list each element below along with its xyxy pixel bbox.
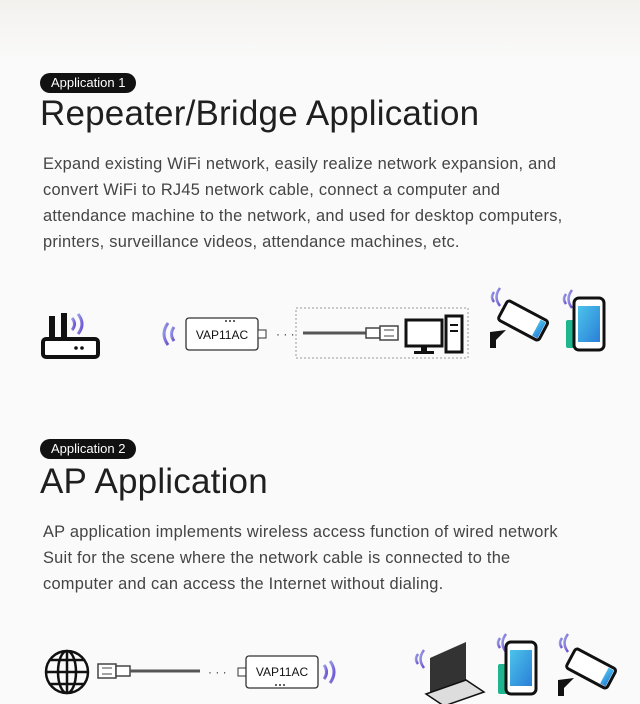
application-1-badge: Application 1: [40, 73, 136, 93]
description-line: Expand existing WiFi network, easily realize network expansion, and: [43, 155, 557, 173]
repeater-bridge-diagram: [0, 280, 640, 370]
wifi-signal-icon: [164, 323, 174, 345]
application-2-badge: Application 2: [40, 439, 136, 459]
section-1-description: [43, 151, 562, 255]
ap-application-diagram: [0, 624, 640, 704]
description-line: computer and can access the Internet without dialing.: [43, 575, 444, 593]
device-label: VAP11AC: [255, 665, 309, 679]
section-2-title: AP Application: [40, 462, 268, 501]
ethernet-cable-icon: [303, 326, 398, 340]
security-camera-icon: [490, 288, 549, 348]
description-line: attendance machine to the network, and used for desktop computers,: [43, 207, 563, 225]
wifi-signal-icon: [324, 661, 334, 683]
desktop-computer-icon: [406, 316, 462, 354]
description-line: Suit for the scene where the network cable is connected to the: [43, 549, 511, 567]
smartphone-icon: [564, 290, 604, 350]
section-1-title: Repeater/Bridge Application: [40, 94, 480, 133]
laptop-icon: [416, 642, 484, 704]
router-icon: [43, 313, 98, 357]
svg-text:· · ·: · · ·: [208, 665, 227, 679]
description-line: printers, surveillance videos, attendance machines, etc.: [43, 233, 460, 251]
globe-icon: [46, 651, 88, 693]
vap11ac-device: [186, 318, 266, 350]
description-line: convert WiFi to RJ45 network cable, connect a computer and: [43, 181, 501, 199]
device-label: VAP11AC: [195, 328, 249, 342]
smartphone-icon: [498, 634, 536, 694]
section-2-description: [43, 519, 558, 597]
description-line: AP application implements wireless access function of wired network: [43, 523, 558, 541]
svg-text:· · ·: · · ·: [276, 327, 295, 341]
security-camera-icon: [558, 634, 617, 696]
vap11ac-device: [238, 656, 318, 688]
ethernet-cable-icon: [98, 664, 200, 678]
